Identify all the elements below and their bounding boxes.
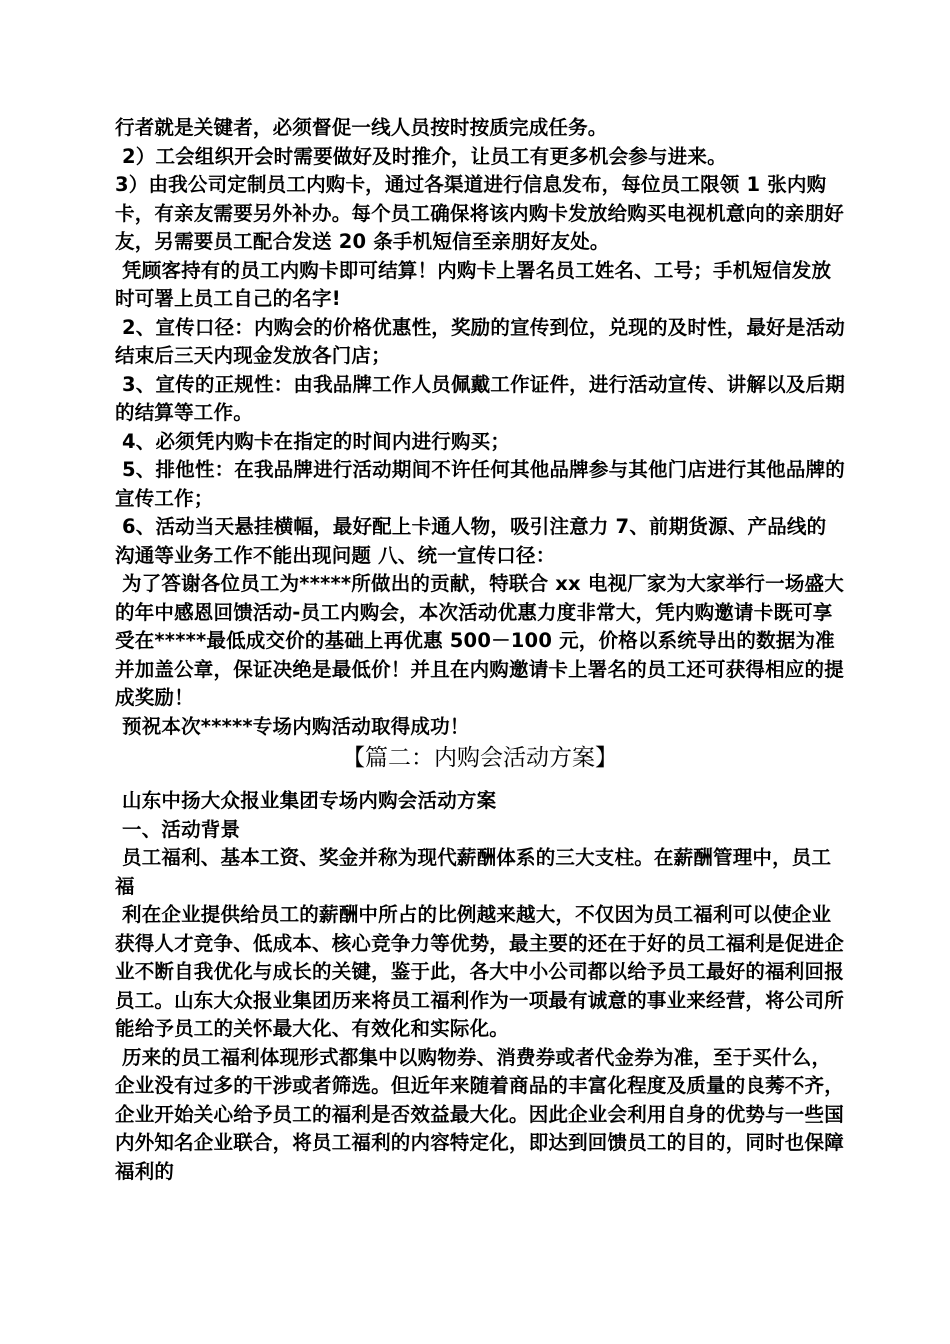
- document-body: [115, 114, 845, 1186]
- paragraph: 员工福利、基本工资、奖金并称为现代薪酬体系的三大支柱。在薪酬管理中，员工福: [115, 846, 832, 898]
- section-heading: 【篇二：内购会活动方案】: [342, 745, 618, 771]
- paragraph: 为了答谢各位员工为*****所做出的贡献，特联合 xx 电视厂家为大家举行一场盛大的年中感恩回馈活动-员工内购会，本次活动优惠力度非常大，凭内购邀请卡既可享受在*****最低成交价的基础上再优惠 500－100 元，价格以系统导出的数据为准并加盖公章，保证决绝是最低价！并且在内购邀请卡上署名的员工还可获得相应的提成奖励！: [115, 572, 844, 709]
- paragraph: 3、宣传的正规性：由我品牌工作人员佩戴工作证件，进行活动宣传、讲解以及后期的结算等工作。: [115, 372, 845, 424]
- section-title: 一、活动背景: [115, 817, 241, 841]
- paragraph: 行者就是关键者，必须督促一线人员按时按质完成任务。: [115, 116, 608, 139]
- paragraph: 凭顾客持有的员工内购卡即可结算！内购卡上署名员工姓名、工号；手机短信发放时可署上员工自己的名字!: [115, 258, 832, 310]
- paragraph: 3）由我公司定制员工内购卡，通过各渠道进行信息发布，每位员工限领 1 张内购卡，有亲友需要另外补办。每个员工确保将该内购卡发放给购买电视机意向的亲朋好友，另需要员工配合发送 20 条手机短信至亲朋好友处。: [115, 173, 844, 253]
- paragraph: 4、必须凭内购卡在指定的时间内进行购买；: [115, 429, 511, 453]
- paragraph: 2、宣传口径：内购会的价格优惠性，奖励的宣传到位，兑现的及时性，最好是活动结束后三天内现金发放各门店；: [115, 315, 845, 367]
- paragraph: 预祝本次*****专场内购活动取得成功！: [115, 714, 470, 738]
- paragraph: 6、活动当天悬挂横幅，最好配上卡通人物，吸引注意力 7、前期货源、产品线的沟通等业务工作不能出现问题 八、统一宣传口径：: [115, 515, 827, 567]
- document-title: 山东中扬大众报业集团专场内购会活动方案: [115, 789, 497, 812]
- paragraph: 利在企业提供给员工的薪酬中所占的比例越来越大，不仅因为员工福利可以使企业获得人才竞争、低成本、核心竞争力等优势，最主要的还在于好的员工福利是促进企业不断自我优化与成长的关键，鉴于此，各大中小公司都以给予员工最好的福利回报员工。山东大众报业集团历来将员工福利作为一项最有诚意的事业来经营，将公司所能给予员工的关怀最大化、有效化和实际化。: [115, 903, 844, 1040]
- paragraph: 2）工会组织开会时需要做好及时推介，让员工有更多机会参与进来。: [115, 144, 727, 168]
- paragraph: 历来的员工福利体现形式都集中以购物券、消费券或者代金券为准，至于买什么，企业没有过多的干涉或者筛选。但近年来随着商品的丰富化程度及质量的良莠不齐，企业开始关心给予员工的福利是否效益最大化。因此企业会利用自身的优势与一些国内外知名企业联合，将员工福利的内容特定化，即达到回馈员工的目的，同时也保障福利的: [115, 1045, 844, 1183]
- paragraph: 5、排他性：在我品牌进行活动期间不许任何其他品牌参与其他门店进行其他品牌的宣传工作；: [115, 458, 845, 510]
